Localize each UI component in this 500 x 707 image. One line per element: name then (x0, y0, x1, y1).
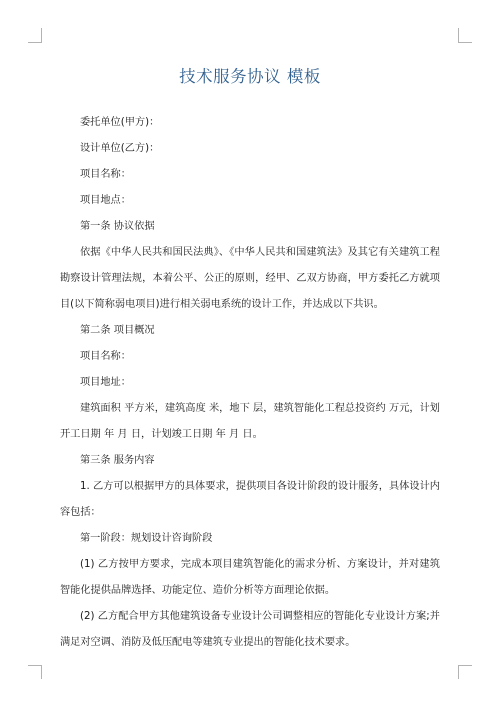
crop-mark-bottom-left-vertical (41, 665, 42, 679)
crop-mark-top-left-horizontal (28, 42, 42, 43)
phase-1-item-2: (2) 乙方配合甲方其他建筑设备专业设计公司调整相应的智能化专业设计方案;并满足对空调、消防及低压配电等建筑专业提出的智能化技术要求。 (60, 611, 440, 648)
crop-mark-top-right-horizontal (458, 42, 472, 43)
crop-mark-top-left-vertical (41, 28, 42, 42)
crop-mark-bottom-right-horizontal (458, 665, 472, 666)
article-1-heading: 第一条 协议依据 (80, 221, 155, 232)
phase-1-item-1: (1) 乙方按甲方要求，完成本项目建筑智能化的需求分析、方案设计，并对建筑智能化提供品牌选择、功能定位、造价分析等方面理论依据。 (60, 559, 440, 596)
article-1-body: 依据《中华人民共和国民法典》、《中华人民共和国建筑法》及其它有关建筑工程勘察设计管理法规，本着公平、公正的原则，经甲、乙双方协商，甲方委托乙方就项目(以下简称弱电项目)进行相关弱电系统的设计工作，并达成以下共识。 (60, 247, 440, 310)
crop-mark-bottom-left-horizontal (28, 665, 42, 666)
project-location-line: 项目地点： (80, 195, 131, 206)
article-2-heading: 第二条 项目概况 (80, 325, 155, 336)
phase-1-heading: 第一阶段：规划设计咨询阶段 (80, 533, 213, 544)
project-name-line-2: 项目名称： (80, 351, 131, 362)
article-2-body: 建筑面积 平方米，建筑高度 米，地下 层，建筑智能化工程总投资约 万元，计划开工日期 年 月 日，计划竣工日期 年 月 日。 (60, 403, 440, 440)
party-b-line: 设计单位(乙方)： (80, 143, 160, 154)
crop-mark-bottom-right-vertical (458, 665, 459, 679)
party-a-line: 委托单位(甲方)： (80, 117, 160, 128)
article-3-heading: 第三条 服务内容 (80, 455, 155, 466)
project-address-line: 项目地址： (80, 377, 131, 388)
article-3-item-1: 1. 乙方可以根据甲方的具体要求，提供项目各设计阶段的设计服务，具体设计内容包括： (60, 481, 440, 518)
crop-mark-top-right-vertical (458, 28, 459, 42)
document-body (60, 110, 440, 656)
project-name-line: 项目名称： (80, 169, 131, 180)
document-title: 技术服务协议 模板 (179, 67, 321, 86)
